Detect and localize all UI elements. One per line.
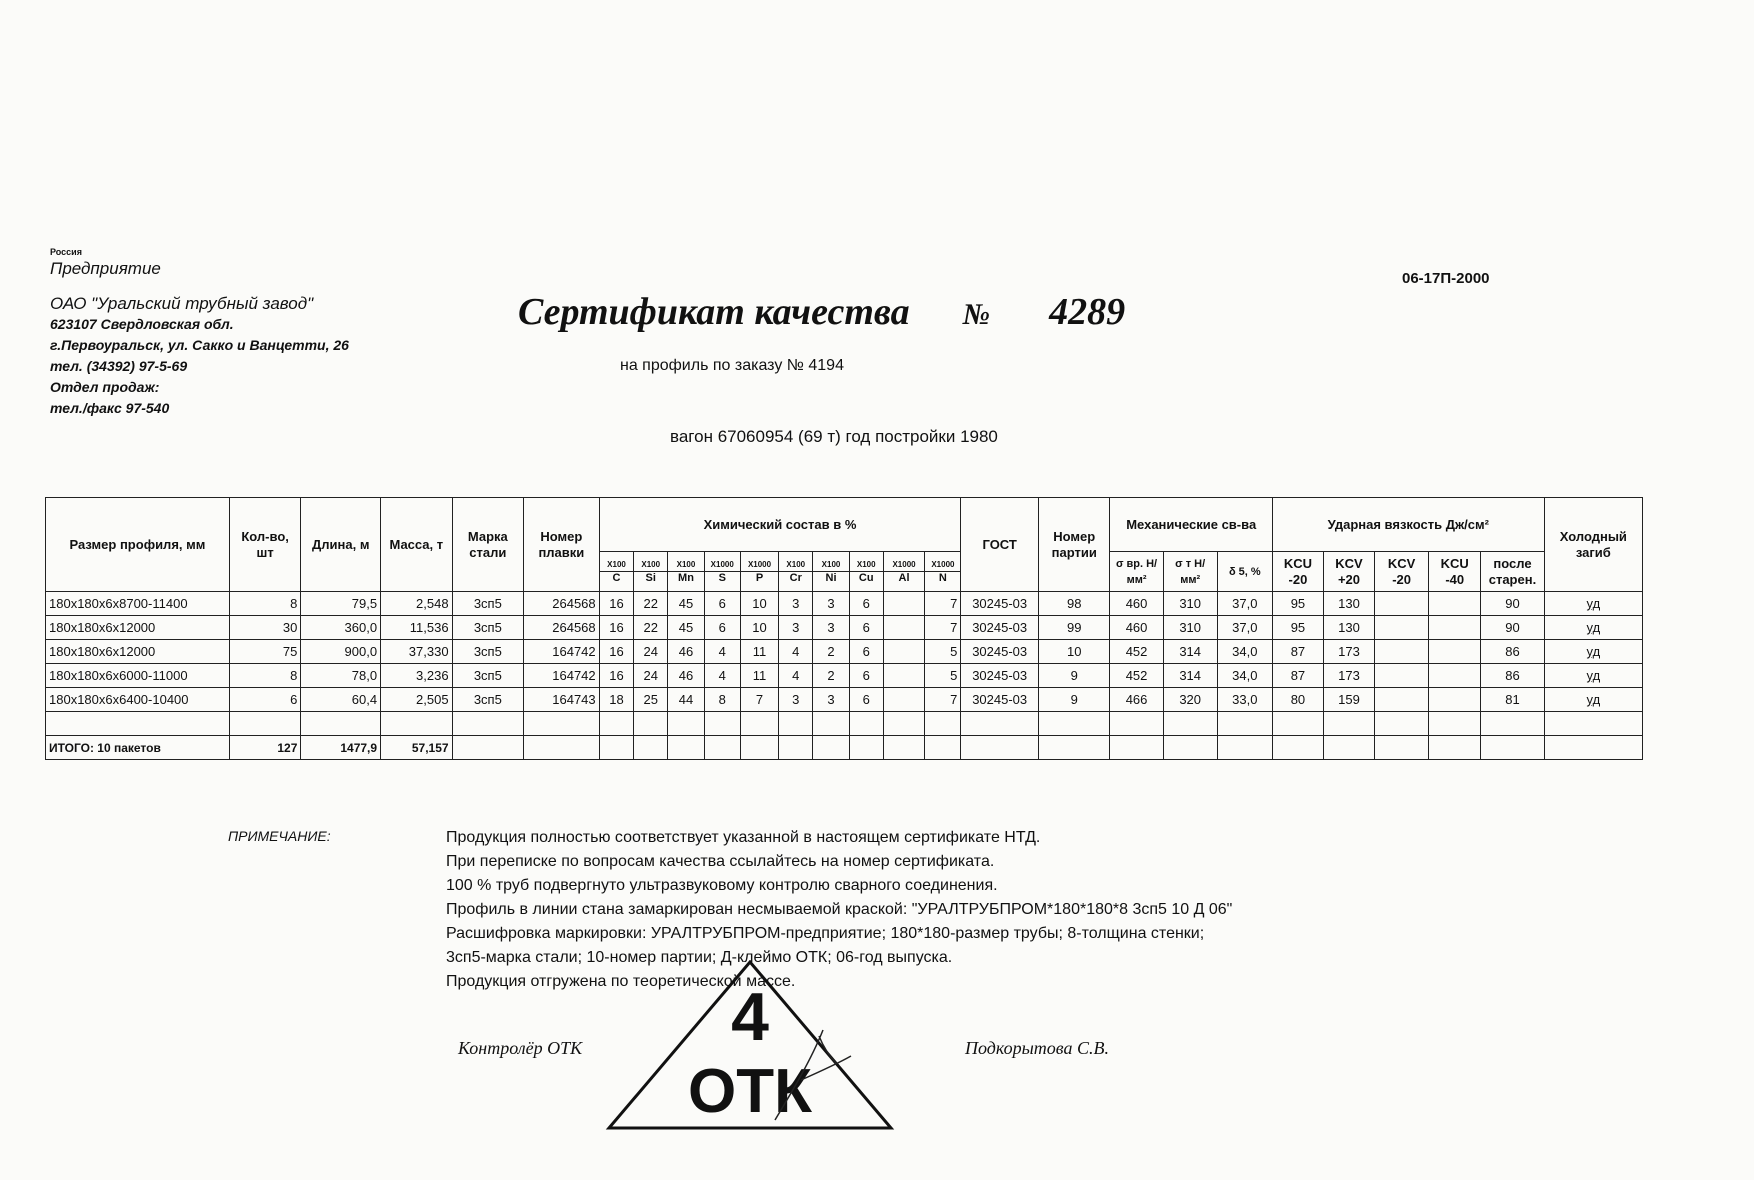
cell-chem: 22 bbox=[634, 616, 668, 640]
stamp-number: 4 bbox=[731, 979, 769, 1055]
cell-chem: 6 bbox=[849, 640, 883, 664]
header-bend: Холодный загиб bbox=[1544, 498, 1642, 592]
cell-bend: уд bbox=[1544, 664, 1642, 688]
cell-mass: 2,548 bbox=[381, 592, 453, 616]
cell-qty: 8 bbox=[229, 592, 301, 616]
cell-gost: 30245-03 bbox=[961, 616, 1039, 640]
header-qty: Кол-во, шт bbox=[229, 498, 301, 592]
cell-gost: 30245-03 bbox=[961, 688, 1039, 712]
cell-heat: 164742 bbox=[524, 664, 600, 688]
country: Россия bbox=[50, 247, 82, 257]
cell-impact bbox=[1429, 664, 1481, 688]
blank-cell bbox=[452, 712, 524, 736]
chem-col-mn: X100 Mn bbox=[668, 552, 705, 592]
cell-chem bbox=[883, 616, 925, 640]
certificate-title bbox=[518, 290, 1125, 334]
cell-mass: 11,536 bbox=[381, 616, 453, 640]
cell-chem: 3 bbox=[813, 688, 850, 712]
cell-chem: 18 bbox=[599, 688, 634, 712]
chem-col-cu: X100 Cu bbox=[849, 552, 883, 592]
blank-cell bbox=[1272, 712, 1323, 736]
address-line1: 623107 Свердловская обл. bbox=[50, 316, 234, 332]
sales-dept: Отдел продаж: bbox=[50, 379, 160, 395]
cell-chem: 3 bbox=[813, 616, 850, 640]
blank-cell bbox=[668, 712, 705, 736]
total-empty-cell bbox=[883, 736, 925, 760]
blank-cell bbox=[849, 712, 883, 736]
company-block bbox=[50, 246, 349, 419]
cell-length: 900,0 bbox=[301, 640, 381, 664]
impact-col-kcu-20: KCU -20 bbox=[1272, 552, 1323, 592]
note-line: Профиль в линии стана замаркирован несмываемой краской: "УРАЛТРУБПРОМ*180*180*8 3сп5 10 Д 06" bbox=[446, 901, 1233, 918]
cell-chem: 16 bbox=[599, 664, 634, 688]
cell-chem: 24 bbox=[634, 664, 668, 688]
cell-chem: 2 bbox=[813, 664, 850, 688]
cell-impact bbox=[1429, 616, 1481, 640]
total-empty-cell bbox=[1272, 736, 1323, 760]
blank-cell bbox=[599, 712, 634, 736]
order-line: на профиль по заказу № 4194 bbox=[620, 357, 844, 374]
cell-heat: 264568 bbox=[524, 616, 600, 640]
cell-impact bbox=[1375, 616, 1429, 640]
cell-impact: 95 bbox=[1272, 592, 1323, 616]
total-mass: 57,157 bbox=[381, 736, 453, 760]
table-body bbox=[46, 592, 1643, 760]
total-empty-cell bbox=[452, 736, 524, 760]
total-empty-cell bbox=[1163, 736, 1217, 760]
cell-bend: уд bbox=[1544, 640, 1642, 664]
header-chem: Химический состав в % bbox=[599, 498, 961, 552]
blank-cell bbox=[46, 712, 230, 736]
cell-mech: 320 bbox=[1163, 688, 1217, 712]
total-label: ИТОГО: 10 пакетов bbox=[46, 736, 230, 760]
cell-heat: 164742 bbox=[524, 640, 600, 664]
total-empty-cell bbox=[1544, 736, 1642, 760]
cell-chem: 16 bbox=[599, 616, 634, 640]
cell-bend: уд bbox=[1544, 616, 1642, 640]
company-name: ОАО "Уральский трубный завод" bbox=[50, 294, 314, 313]
total-empty-cell bbox=[634, 736, 668, 760]
blank-row bbox=[46, 712, 1643, 736]
blank-cell bbox=[813, 712, 850, 736]
blank-cell bbox=[961, 712, 1039, 736]
certificate-number: 4289 bbox=[1049, 291, 1126, 333]
note-line: Продукция отгружена по теоретической массе. bbox=[446, 973, 796, 990]
chem-col-c: X100 C bbox=[599, 552, 634, 592]
cell-impact bbox=[1375, 664, 1429, 688]
cell-mech: 310 bbox=[1163, 616, 1217, 640]
table-row bbox=[46, 640, 1643, 664]
cell-chem bbox=[883, 592, 925, 616]
cell-gost: 30245-03 bbox=[961, 640, 1039, 664]
header-impact: Ударная вязкость Дж/см² bbox=[1272, 498, 1544, 552]
cell-gost: 30245-03 bbox=[961, 664, 1039, 688]
blank-cell bbox=[634, 712, 668, 736]
cell-chem: 45 bbox=[668, 616, 705, 640]
notes-label: ПРИМЕЧАНИЕ: bbox=[228, 828, 331, 844]
header-mech: Механические св-ва bbox=[1110, 498, 1272, 552]
header-gost: ГОСТ bbox=[961, 498, 1039, 592]
total-empty-cell bbox=[524, 736, 600, 760]
cell-chem: 3 bbox=[779, 688, 813, 712]
cell-impact bbox=[1429, 688, 1481, 712]
cell-impact: 81 bbox=[1481, 688, 1544, 712]
cell-size: 180x180x6x12000 bbox=[46, 640, 230, 664]
cell-qty: 30 bbox=[229, 616, 301, 640]
number-sign: № bbox=[962, 298, 991, 331]
total-empty-cell bbox=[1217, 736, 1272, 760]
cell-mech: 314 bbox=[1163, 640, 1217, 664]
cell-mech: 33,0 bbox=[1217, 688, 1272, 712]
cell-chem: 11 bbox=[740, 640, 779, 664]
cell-chem: 6 bbox=[849, 592, 883, 616]
cell-qty: 75 bbox=[229, 640, 301, 664]
cell-impact: 86 bbox=[1481, 664, 1544, 688]
cell-chem: 11 bbox=[740, 664, 779, 688]
cell-batch: 9 bbox=[1038, 688, 1110, 712]
cell-impact: 90 bbox=[1481, 592, 1544, 616]
header-grade: Марка стали bbox=[452, 498, 524, 592]
note-line: Расшифровка маркировки: УРАЛТРУБПРОМ-предприятие; 180*180-размер трубы; 8-толщина стенки; bbox=[446, 925, 1205, 942]
chem-col-p: X1000 P bbox=[740, 552, 779, 592]
note-line: 100 % труб подвергнуто ультразвуковому контролю сварного соединения. bbox=[446, 877, 998, 894]
cell-mech: 460 bbox=[1110, 616, 1163, 640]
cell-bend: уд bbox=[1544, 688, 1642, 712]
cell-impact: 130 bbox=[1323, 616, 1374, 640]
chem-col-s: X1000 S bbox=[704, 552, 740, 592]
blank-cell bbox=[1481, 712, 1544, 736]
blank-cell bbox=[779, 712, 813, 736]
cell-chem: 7 bbox=[925, 688, 961, 712]
cell-batch: 99 bbox=[1038, 616, 1110, 640]
cell-impact bbox=[1375, 688, 1429, 712]
total-empty-cell bbox=[1323, 736, 1374, 760]
cell-chem: 24 bbox=[634, 640, 668, 664]
blank-cell bbox=[229, 712, 301, 736]
certificate-table bbox=[45, 497, 1643, 760]
cell-grade: 3сп5 bbox=[452, 616, 524, 640]
wagon-line: вагон 67060954 (69 т) год постройки 1980 bbox=[670, 427, 998, 446]
cell-impact bbox=[1429, 640, 1481, 664]
cell-chem: 6 bbox=[849, 664, 883, 688]
impact-col-kcv+20: KCV +20 bbox=[1323, 552, 1374, 592]
cell-batch: 10 bbox=[1038, 640, 1110, 664]
cell-impact: 159 bbox=[1323, 688, 1374, 712]
cell-chem: 8 bbox=[704, 688, 740, 712]
blank-cell bbox=[524, 712, 600, 736]
cell-chem bbox=[883, 688, 925, 712]
blank-cell bbox=[740, 712, 779, 736]
blank-cell bbox=[301, 712, 381, 736]
total-empty-cell bbox=[1038, 736, 1110, 760]
cell-chem: 3 bbox=[813, 592, 850, 616]
cell-qty: 8 bbox=[229, 664, 301, 688]
cell-impact: 173 bbox=[1323, 664, 1374, 688]
cell-size: 180x180x6x12000 bbox=[46, 616, 230, 640]
total-qty: 127 bbox=[229, 736, 301, 760]
cell-chem: 25 bbox=[634, 688, 668, 712]
phone: тел. (34392) 97-5-69 bbox=[50, 358, 188, 374]
table-row bbox=[46, 688, 1643, 712]
cell-grade: 3сп5 bbox=[452, 640, 524, 664]
cell-impact: 90 bbox=[1481, 616, 1544, 640]
cell-chem: 5 bbox=[925, 664, 961, 688]
cell-chem: 46 bbox=[668, 640, 705, 664]
cell-length: 79,5 bbox=[301, 592, 381, 616]
total-empty-cell bbox=[704, 736, 740, 760]
cell-size: 180x180x6x8700-11400 bbox=[46, 592, 230, 616]
cell-impact: 87 bbox=[1272, 664, 1323, 688]
cell-impact: 95 bbox=[1272, 616, 1323, 640]
total-length: 1477,9 bbox=[301, 736, 381, 760]
cell-bend: уд bbox=[1544, 592, 1642, 616]
mech-col-elongation: δ 5, % bbox=[1217, 552, 1272, 592]
cell-chem: 10 bbox=[740, 616, 779, 640]
cell-chem bbox=[883, 640, 925, 664]
total-empty-cell bbox=[849, 736, 883, 760]
blank-cell bbox=[883, 712, 925, 736]
cell-grade: 3сп5 bbox=[452, 664, 524, 688]
total-empty-cell bbox=[813, 736, 850, 760]
cell-impact bbox=[1375, 592, 1429, 616]
cell-batch: 98 bbox=[1038, 592, 1110, 616]
cell-chem: 4 bbox=[779, 640, 813, 664]
blank-cell bbox=[1375, 712, 1429, 736]
cell-mech: 310 bbox=[1163, 592, 1217, 616]
document-date: 06-17П-2000 bbox=[1402, 270, 1490, 287]
note-line: Продукция полностью соответствует указанной в настоящем сертификате НТД. bbox=[446, 829, 1041, 846]
cell-impact: 86 bbox=[1481, 640, 1544, 664]
otk-stamp bbox=[605, 960, 895, 1130]
enterprise-label: Предприятие bbox=[50, 259, 161, 278]
cell-impact bbox=[1375, 640, 1429, 664]
cell-length: 78,0 bbox=[301, 664, 381, 688]
cell-chem: 44 bbox=[668, 688, 705, 712]
cell-mech: 34,0 bbox=[1217, 664, 1272, 688]
total-row bbox=[46, 736, 1643, 760]
cell-qty: 6 bbox=[229, 688, 301, 712]
chem-col-cr: X100 Cr bbox=[779, 552, 813, 592]
cell-size: 180x180x6x6000-11000 bbox=[46, 664, 230, 688]
blank-cell bbox=[1217, 712, 1272, 736]
inspector-name: Подкорытова С.В. bbox=[965, 1038, 1109, 1058]
blank-cell bbox=[381, 712, 453, 736]
cell-chem: 16 bbox=[599, 640, 634, 664]
cell-chem: 7 bbox=[925, 616, 961, 640]
fax: тел./факс 97-540 bbox=[50, 400, 170, 416]
cell-length: 360,0 bbox=[301, 616, 381, 640]
cell-mech: 460 bbox=[1110, 592, 1163, 616]
cell-impact bbox=[1429, 592, 1481, 616]
cell-grade: 3сп5 bbox=[452, 592, 524, 616]
total-empty-cell bbox=[740, 736, 779, 760]
cell-chem: 2 bbox=[813, 640, 850, 664]
cell-impact: 80 bbox=[1272, 688, 1323, 712]
cell-chem: 6 bbox=[849, 616, 883, 640]
header-mass: Масса, т bbox=[381, 498, 453, 592]
cell-chem: 3 bbox=[779, 592, 813, 616]
cell-chem bbox=[883, 664, 925, 688]
chem-col-si: X100 Si bbox=[634, 552, 668, 592]
mech-col-tensile: σ вр. Н/мм² bbox=[1110, 552, 1163, 592]
address-line2: г.Первоуральск, ул. Сакко и Ванцетти, 26 bbox=[50, 337, 349, 353]
total-empty-cell bbox=[668, 736, 705, 760]
impact-col-kcv-20: KCV -20 bbox=[1375, 552, 1429, 592]
cell-mech: 37,0 bbox=[1217, 616, 1272, 640]
cell-chem: 6 bbox=[704, 616, 740, 640]
blank-cell bbox=[1163, 712, 1217, 736]
cell-chem: 5 bbox=[925, 640, 961, 664]
cell-mass: 37,330 bbox=[381, 640, 453, 664]
header-size: Размер профиля, мм bbox=[46, 498, 230, 592]
cell-chem: 45 bbox=[668, 592, 705, 616]
cell-impact: 173 bbox=[1323, 640, 1374, 664]
total-empty-cell bbox=[1481, 736, 1544, 760]
impact-col-kcu-40: KCU -40 bbox=[1429, 552, 1481, 592]
total-empty-cell bbox=[1429, 736, 1481, 760]
chem-col-al: X1000 Al bbox=[883, 552, 925, 592]
blank-cell bbox=[1110, 712, 1163, 736]
cell-chem: 4 bbox=[779, 664, 813, 688]
cell-mech: 452 bbox=[1110, 640, 1163, 664]
cell-chem: 7 bbox=[740, 688, 779, 712]
cell-batch: 9 bbox=[1038, 664, 1110, 688]
blank-cell bbox=[1323, 712, 1374, 736]
cell-grade: 3сп5 bbox=[452, 688, 524, 712]
table-row bbox=[46, 592, 1643, 616]
cell-chem: 6 bbox=[849, 688, 883, 712]
stamp-text: ОТК bbox=[688, 1057, 812, 1126]
total-empty-cell bbox=[961, 736, 1039, 760]
total-empty-cell bbox=[599, 736, 634, 760]
cell-length: 60,4 bbox=[301, 688, 381, 712]
cell-chem: 10 bbox=[740, 592, 779, 616]
header-heat: Номер плавки bbox=[524, 498, 600, 592]
chem-col-ni: X100 Ni bbox=[813, 552, 850, 592]
impact-col-aged: после старен. bbox=[1481, 552, 1544, 592]
cell-impact: 130 bbox=[1323, 592, 1374, 616]
title-text: Сертификат качества bbox=[518, 291, 910, 333]
total-empty-cell bbox=[1110, 736, 1163, 760]
cell-chem: 4 bbox=[704, 640, 740, 664]
cell-size: 180x180x6x6400-10400 bbox=[46, 688, 230, 712]
cell-mass: 2,505 bbox=[381, 688, 453, 712]
cell-chem: 22 bbox=[634, 592, 668, 616]
header-batch: Номер партии bbox=[1038, 498, 1110, 592]
cell-heat: 264568 bbox=[524, 592, 600, 616]
blank-cell bbox=[1429, 712, 1481, 736]
cell-chem: 3 bbox=[779, 616, 813, 640]
cell-impact: 87 bbox=[1272, 640, 1323, 664]
blank-cell bbox=[925, 712, 961, 736]
note-line: 3сп5-марка стали; 10-номер партии; Д-клеймо ОТК; 06-год выпуска. bbox=[446, 949, 953, 966]
total-empty-cell bbox=[779, 736, 813, 760]
header-length: Длина, м bbox=[301, 498, 381, 592]
cell-chem: 46 bbox=[668, 664, 705, 688]
cell-mech: 34,0 bbox=[1217, 640, 1272, 664]
note-line: При переписке по вопросам качества ссылайтесь на номер сертификата. bbox=[446, 853, 995, 870]
controller-label: Контролёр ОТК bbox=[458, 1038, 583, 1058]
cell-mass: 3,236 bbox=[381, 664, 453, 688]
blank-cell bbox=[1038, 712, 1110, 736]
total-empty-cell bbox=[1375, 736, 1429, 760]
mech-col-yield: σ т Н/мм² bbox=[1163, 552, 1217, 592]
cell-mech: 314 bbox=[1163, 664, 1217, 688]
cell-heat: 164743 bbox=[524, 688, 600, 712]
cell-mech: 466 bbox=[1110, 688, 1163, 712]
cell-mech: 37,0 bbox=[1217, 592, 1272, 616]
cell-gost: 30245-03 bbox=[961, 592, 1039, 616]
total-empty-cell bbox=[925, 736, 961, 760]
chem-col-n: X1000 N bbox=[925, 552, 961, 592]
blank-cell bbox=[1544, 712, 1642, 736]
cell-chem: 7 bbox=[925, 592, 961, 616]
cell-chem: 4 bbox=[704, 664, 740, 688]
cell-chem: 6 bbox=[704, 592, 740, 616]
table-row bbox=[46, 664, 1643, 688]
cell-chem: 16 bbox=[599, 592, 634, 616]
blank-cell bbox=[704, 712, 740, 736]
table-row bbox=[46, 616, 1643, 640]
cell-mech: 452 bbox=[1110, 664, 1163, 688]
